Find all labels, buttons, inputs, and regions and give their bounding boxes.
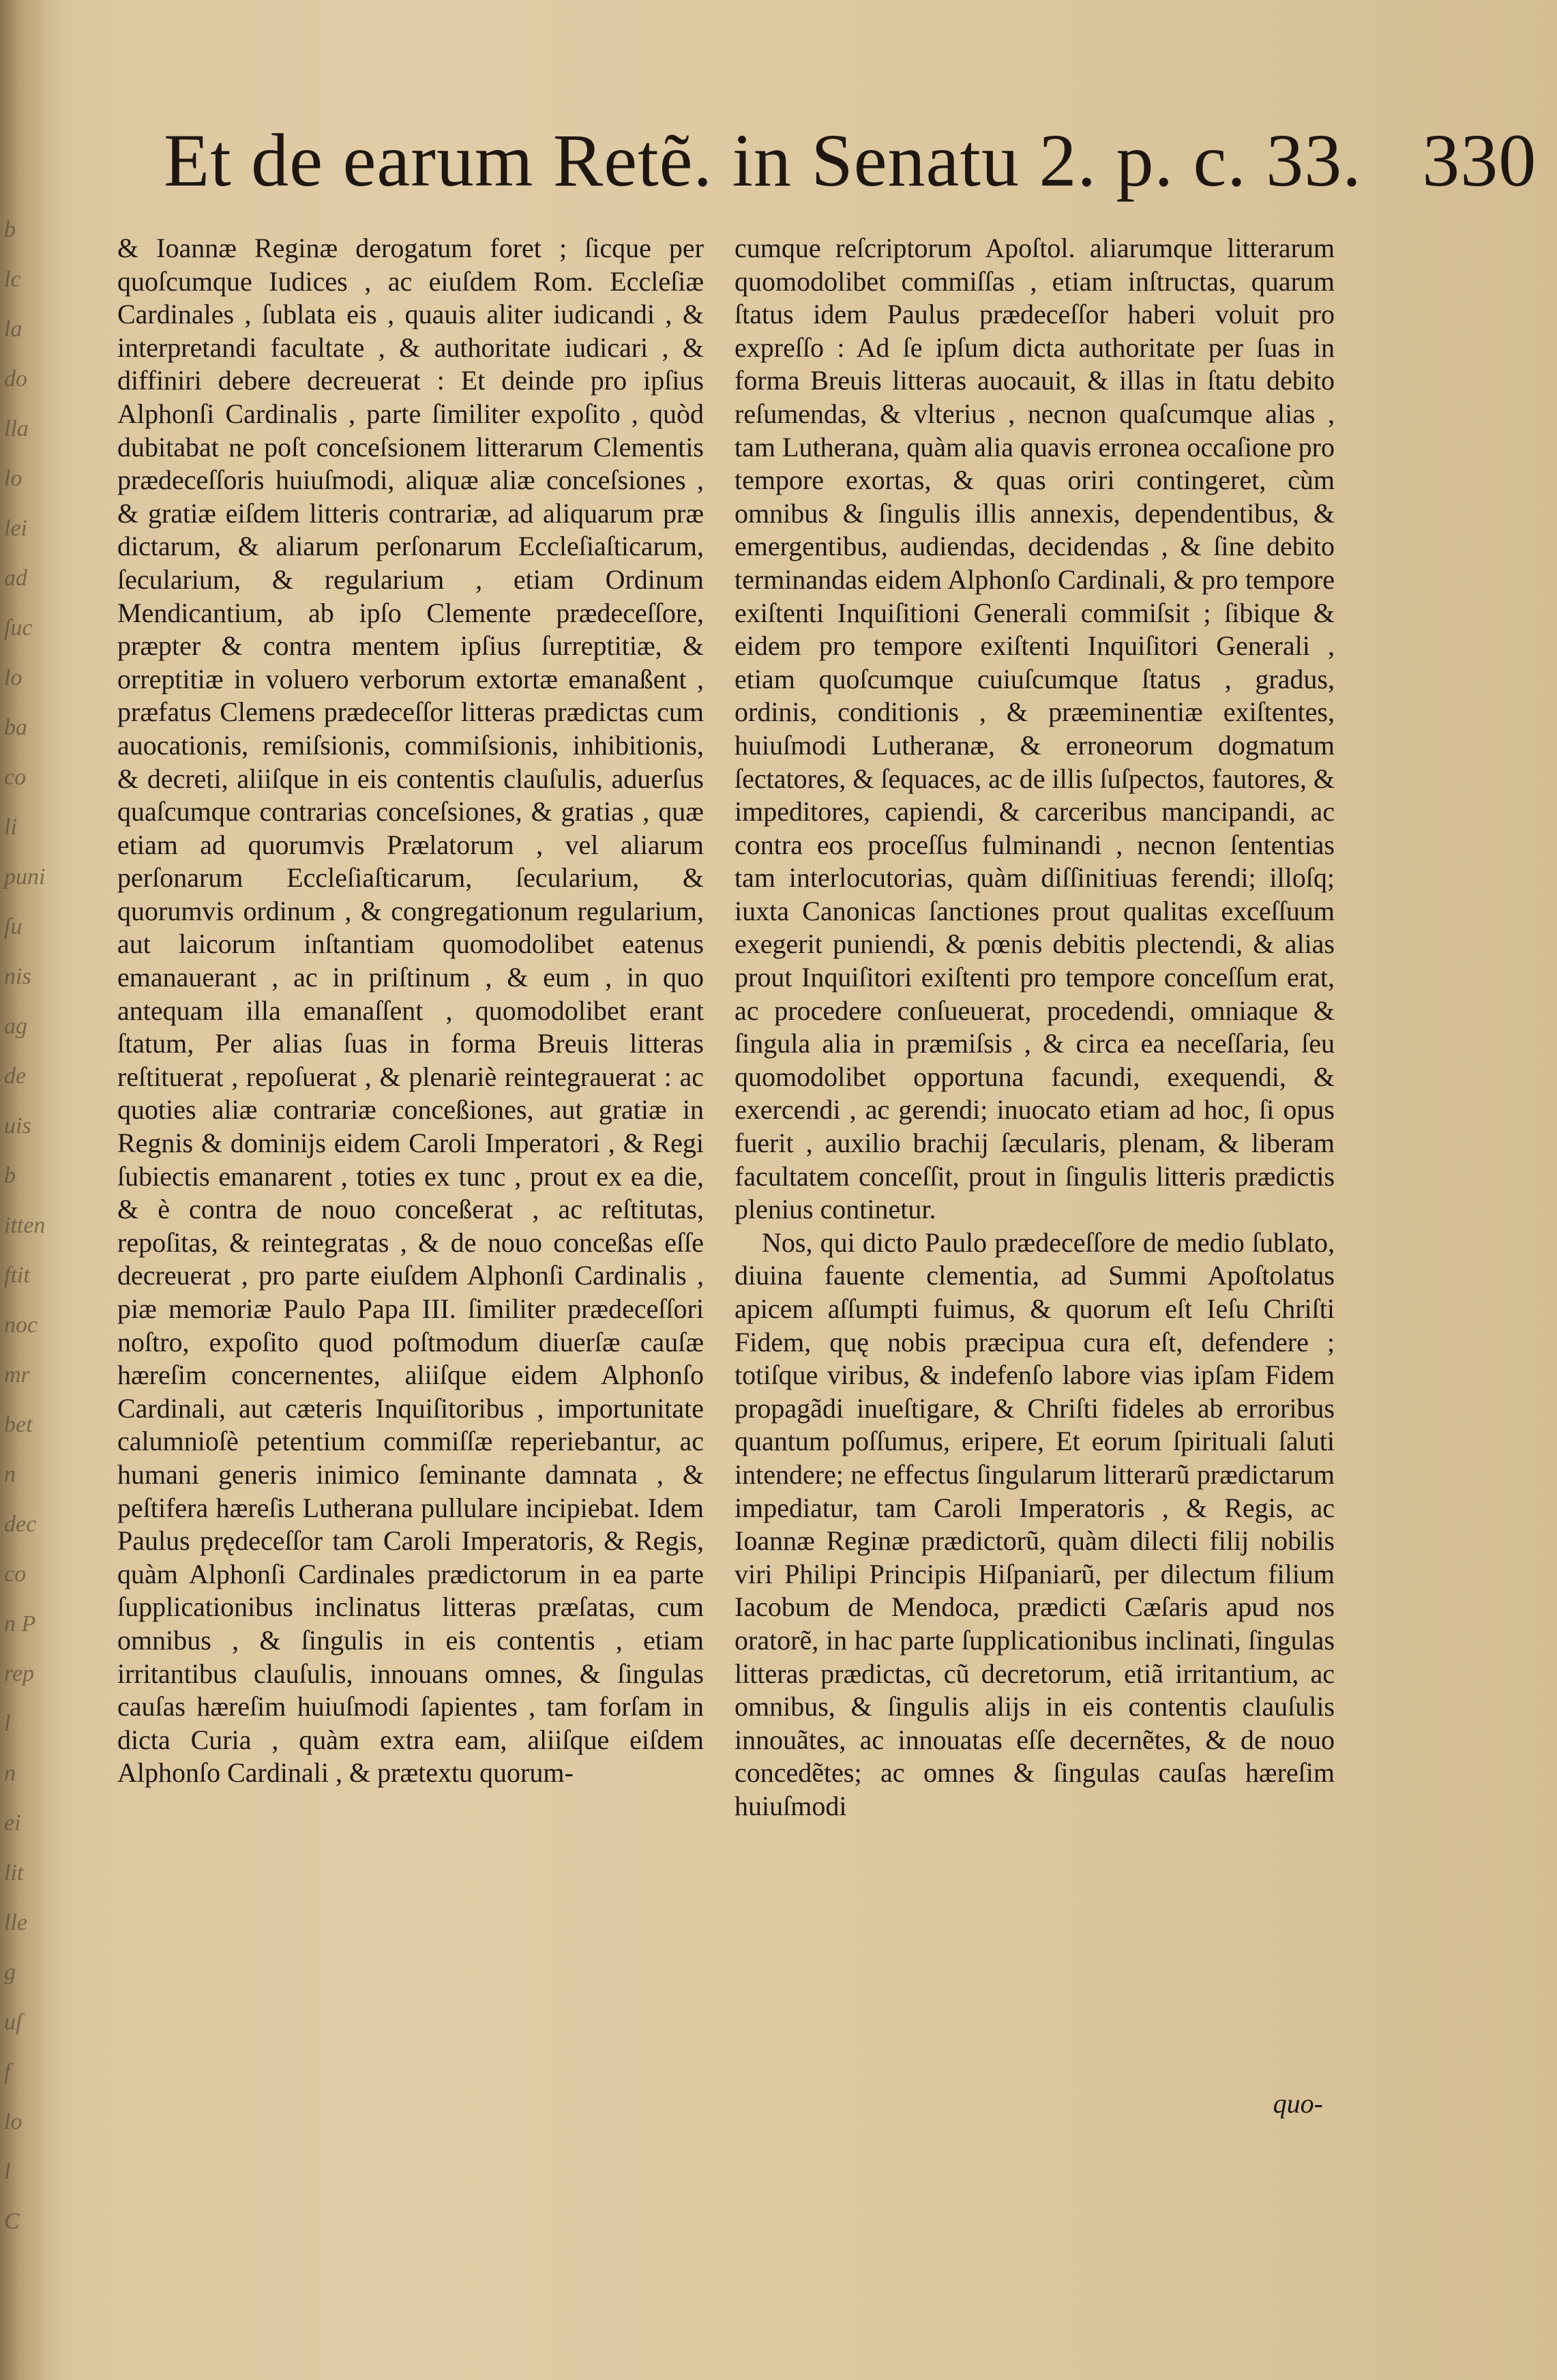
left-column: [117, 232, 704, 2183]
folio-number: 330: [1422, 119, 1537, 202]
running-title: Et de earum Retẽ. in Senatu 2. p. c. 33.: [164, 119, 1362, 202]
catchword: quo-: [1273, 2088, 1323, 2119]
paragraph: Nos, qui dicto Paulo prædeceſſore de medio ſublato, diuina fauente clementia, ad Summi Apoſtolatus apicem aſſumpti fuimus, & quorum eſt Ieſu Chriſti Fidem, quę nobis præcipua cura eſt, defendere ; totiſque viribus, & indefenſo labore vias ipſam Fidem propagãdi inueſtigare, & Chriſti fideles ab erroribus quantum poſſumus, eripere, Et eorum ſpirituali ſaluti intendere; ne effectus ſingularum litterarũ prædictarum impediatur, tam Caroli Imperatoris , & Regis, ac Ioannæ Reginæ prædictorũ, quàm dilecti filij nobilis viri Philipi Principis Hiſpaniarũ, per dilectum filium Iacobum de Mendoca, prædicti Cæſaris apud nos oratorẽ, in hac parte ſupplicationibus inclinati, ſingulas litteras prædictas, cũ decretorum, etiã irritantium, ac omnibus, & ſingulis alijs in eis contentis clauſulis innouãtes, ac innouatas eſſe decernẽtes, & de nouo concedẽtes; ac omnes & ſingulas cauſas hæreſim huiuſmodi: [735, 1226, 1335, 1821]
right-column: [735, 232, 1335, 2183]
running-header: [164, 116, 1537, 205]
paragraph: cumque reſcriptorum Apoſtol. aliarumque litterarum quomodolibet commiſſas , etiam inſtructas, quarum ſtatus idem Paulus prædeceſſor haberi voluit pro expreſſo : Ad ſe ipſum dicta authoritate per ſuas in forma Breuis litteras auocauit, & illas in ſtatu debito reſumendas, & vlterius , necnon quaſcumque alias , tam Lutherana, quàm alia quavis erronea occaſione pro tempore exortas, & quas oriri contingeret, cùm omnibus & ſingulis illis annexis, dependentibus, & emergentibus, audiendas, decidendas , & ſine debito terminandas eidem Alphonſo Cardinali, & pro tempore exiſtenti Inquiſitioni Generali commiſsit ; ſibique & eidem pro tempore exiſtenti Inquiſitori Generali , etiam quoſcumque cuiuſcumque ſtatus , gradus, ordinis, conditionis , & præeminentiæ exiſtentes, huiuſmodi Lutheranæ, & erroneorum dogmatum ſectatores, & ſequaces, ac de illis ſuſpectos, fautores, & impeditores, capiendi, & carceribus mancipandi, ac contra eos proceſſus fulminandi , necnon ſententias tam interlocutorias, quàm diſſinitiuas ferendi; illoſq; iuxta Canonicas ſanctiones prout qualitas exceſſuum exegerit puniendi, & pœnis debitis plectendi, & alias prout Inquiſitori exiſtenti pro tempore conceſſum erat, ac procedere conſueuerat, procedendi, omniaque & ſingula alia in præmiſsis , & circa ea neceſſaria, ſeu quomodolibet opportuna facundi, exequendi, & exercendi , ac gerendi; inuocato etiam ad hoc, ſi opus fuerit , auxilio brachij ſæcularis, plenam, & liberam facultatem conceſſit, prout in ſingulis litteris prædictis plenius continetur.: [735, 233, 1335, 1225]
paragraph: & Ioannæ Reginæ derogatum foret ; ſicque per quoſcumque Iudices , ac eiuſdem Rom. Eccleſiæ Cardinales , ſublata eis , quauis aliter iudicandi , & interpretandi facultate , & authoritate iudicari , & diffiniri debere decreuerat : Et deinde pro ipſius Alphonſi Cardinalis , parte ſimiliter expoſito , quòd dubitabat ne poſt conceſsionem litterarum Clementis prædeceſſoris huiuſmodi, aliquæ aliæ conceſsiones , & gratiæ eiſdem litteris contrariæ, ad aliquarum præ dictarum, & aliarum perſonarum Eccleſiaſticarum, ſecularium, & regularium , etiam Ordinum Mendicantium, ab ipſo Clemente prædeceſſore, præpter & contra mentem ipſius ſurreptitiæ, & orreptitiæ in voluero verborum extortæ emanaßent , præfatus Clemens prædeceſſor litteras prædictas cum auocationis, remiſsionis, commiſsionis, inhibitionis, & decreti, aliiſque in eis contentis clauſulis, aduerſus quaſcumque contrarias conceſsiones, & gratias , quæ etiam ad quorumvis Prælatorum , vel aliarum perſonarum Eccleſiaſticarum, ſecularium, & quorumvis ordinum , & congregationum regularium, aut laicorum inſtantiam quomodolibet eatenus emanauerant , ac in priſtinum , & eum , in quo antequam illa emanaſſent , quomodolibet erant ſtatum, Per alias ſuas in forma Breuis litteras reſtituerat , repoſuerat , & plenariè reintegrauerat : ac quoties aliæ contrariæ conceßiones, aut gratiæ in Regnis & dominijs eidem Caroli Imperatori , & Regi ſubiectis emanarent , toties ex tunc , prout ex ea die, & è contra de nouo conceßerat , ac reſtitutas, repoſitas, & reintegratas , & de nouo conceßas eſſe decreuerat , pro parte eiuſdem Alphonſi Cardinalis , piæ memoriæ Paulo Papa III. ſimiliter prædeceſſori noſtro, expoſito quod poſtmodum diuerſæ cauſæ hæreſim concernentes, aliiſque eidem Alphonſo Cardinali, aut cæteris Inquiſitoribus , importunitate calumnioſè petentium commiſſæ reperiebantur, ac humani generis inimico ſeminante damnata , & peſtifera hæreſis Lutherana pullulare incipiebat. Idem Paulus prędeceſſor tam Caroli Imperatoris, & Regis, quàm Alphonſi Cardinales prædictorum in ea parte ſupplicationibus inclinatus litteras præſatas, cum omnibus , & ſingulis in eis contentis , etiam irritantibus clauſulis, innouans omnes, & ſingulas cauſas hæreſim huiuſmodi ſapientes , tam forſam in dicta Curia , quàm extra eam, aliiſque eiſdem Alphonſo Cardinali , & prætextu quorum-: [117, 233, 704, 1789]
facing-page-bleed-text: b lc la do lla lo lei ad ſuc lo ba co li puni ſu nis ag de uis b itten ftit noc mr bet n dec co n P rep l n ei lit lle g uſ f lo l C: [4, 217, 46, 2234]
